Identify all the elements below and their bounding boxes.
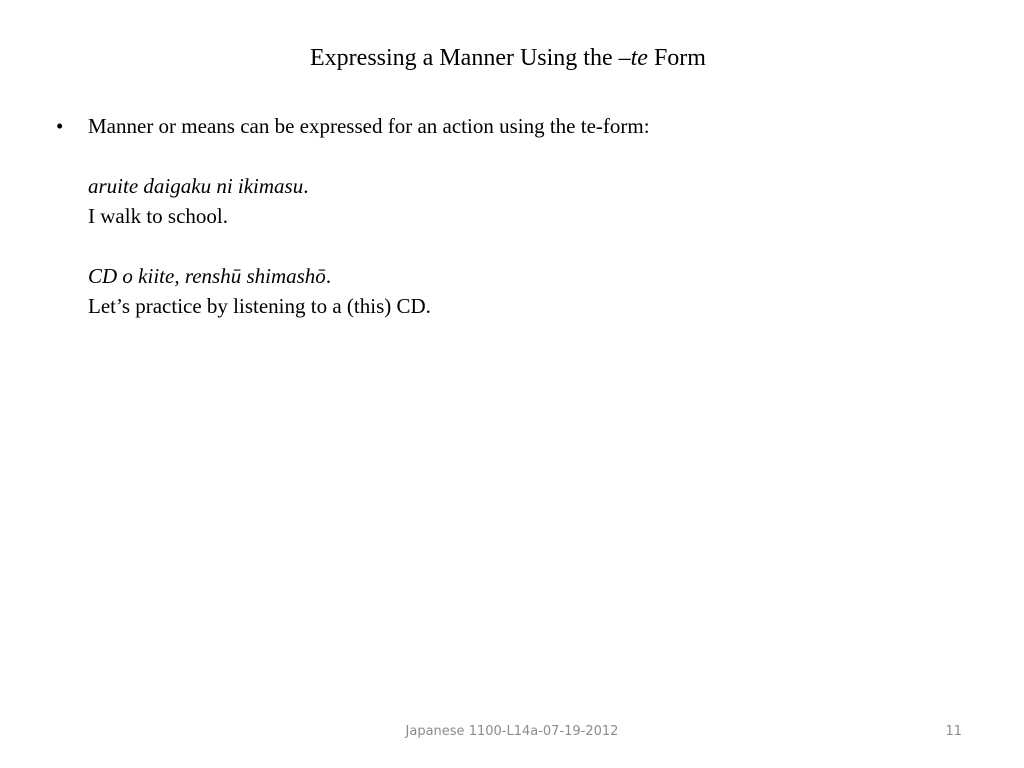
title-te-form: –te [618, 45, 648, 71]
example-2-translation: Let’s practice by listening to a (this) CD. [88, 294, 431, 318]
title-text-start: Expressing a Manner Using the [310, 45, 619, 71]
bullet-intro-text: Manner or means can be expressed for an action using the te-form: [88, 114, 650, 138]
bullet-list [56, 111, 956, 321]
example-1-japanese [88, 171, 956, 201]
example-1-period: . [303, 174, 309, 198]
bullet-item [56, 111, 956, 321]
spacer [88, 141, 956, 171]
example-2-romaji: CD o kiite, renshū shimashō [88, 264, 326, 288]
slide-footer: Japanese 1100-L14a-07-19-2012 [405, 724, 619, 739]
example-1-translation: I walk to school. [88, 204, 228, 228]
spacer [88, 231, 956, 261]
example-1-romaji: aruite daigaku ni ikimasu [88, 174, 304, 198]
example-2-period: . [325, 264, 332, 288]
title-text-end: Form [647, 45, 706, 71]
slide-title [0, 40, 1016, 76]
slide-page-number: 11 [945, 724, 962, 739]
example-2-japanese [88, 261, 956, 291]
bullet-dot-icon: • [56, 114, 64, 138]
